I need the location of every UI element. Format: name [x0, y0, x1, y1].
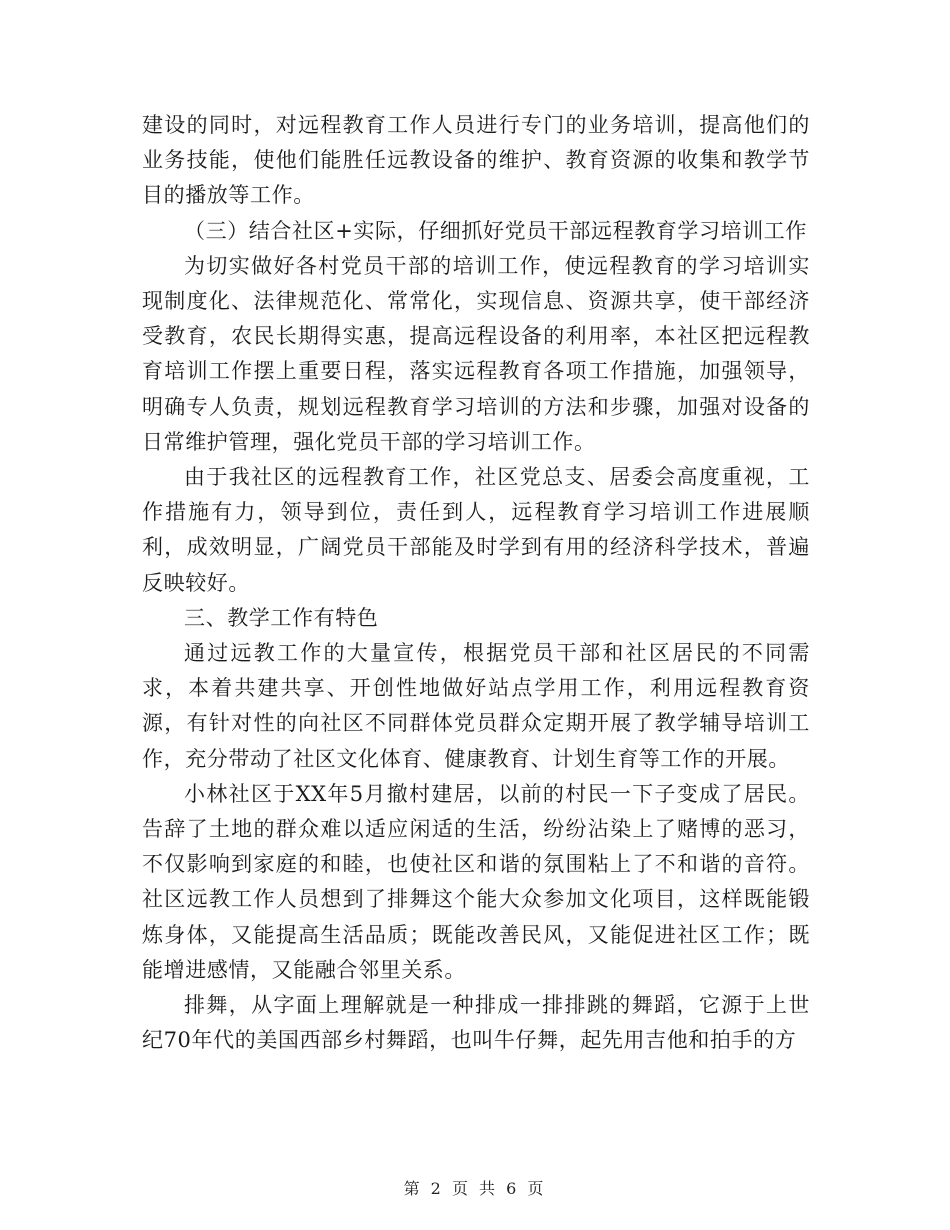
section-heading-3: （三）结合社区+实际，仔细抓好党员干部远程教育学习培训工作 — [184, 218, 807, 243]
paragraph-community: 小林社区于XX年5月撤村建居，以前的村民一下子变成了居民。告辞了土地的群众难以适应闲适的生活，纷纷沾染上了赌博的恶习，不仅影响到家庭的和睦，也使社区和谐的氛围粘上了不和谐的音符。社区远教工作人员想到了排舞这个能大众参加文化项目，这样既能锻炼身体，又能提高生活品质；既能改善民风，又能促进社区工作；既能增进感情，又能融合邻里关系。 — [142, 781, 810, 982]
paragraph-continuation: 建设的同时，对远程教育工作人员进行专门的业务培训，提高他们的业务技能，使他们能胜任远教设备的维护、教育资源的收集和教学节目的播放等工作。 — [142, 113, 810, 208]
document-body — [142, 108, 810, 1058]
paragraph-results: 由于我社区的远程教育工作，社区党总支、居委会高度重视，工作措施有力，领导到位，责任到人，远程教育学习培训工作进展顺利，成效明显，广阔党员干部能及时学到有用的经济科学技术，普遍反映较好。 — [142, 465, 810, 595]
section-heading-teaching: 三、教学工作有特色 — [184, 605, 379, 630]
paragraph-line-dance: 排舞，从字面上理解就是一种排成一排排跳的舞蹈，它源于上世纪70年代的美国西部乡村舞蹈，也叫牛仔舞，起先用吉他和拍手的方 — [142, 993, 810, 1053]
page-number: 第 2 页 共 6 页 — [403, 1179, 547, 1198]
paragraph-promotion: 通过远教工作的大量宣传，根据党员干部和社区居民的不同需求，本着共建共享、开创性地做好站点学用工作，利用远程教育资源，有针对性的向社区不同群体党员群众定期开展了教学辅导培训工作，充分带动了社区文化体育、健康教育、计划生育等工作的开展。 — [142, 641, 810, 771]
paragraph-training: 为切实做好各村党员干部的培训工作，使远程教育的学习培训实现制度化、法律规范化、常常化，实现信息、资源共享，使干部经济受教育，农民长期得实惠，提高远程设备的利用率，本社区把远程教育培训工作摆上重要日程，落实远程教育各项工作措施，加强领导，明确专人负责，规划远程教育学习培训的方法和步骤，加强对设备的日常维护管理，强化党员干部的学习培训工作。 — [142, 253, 810, 454]
